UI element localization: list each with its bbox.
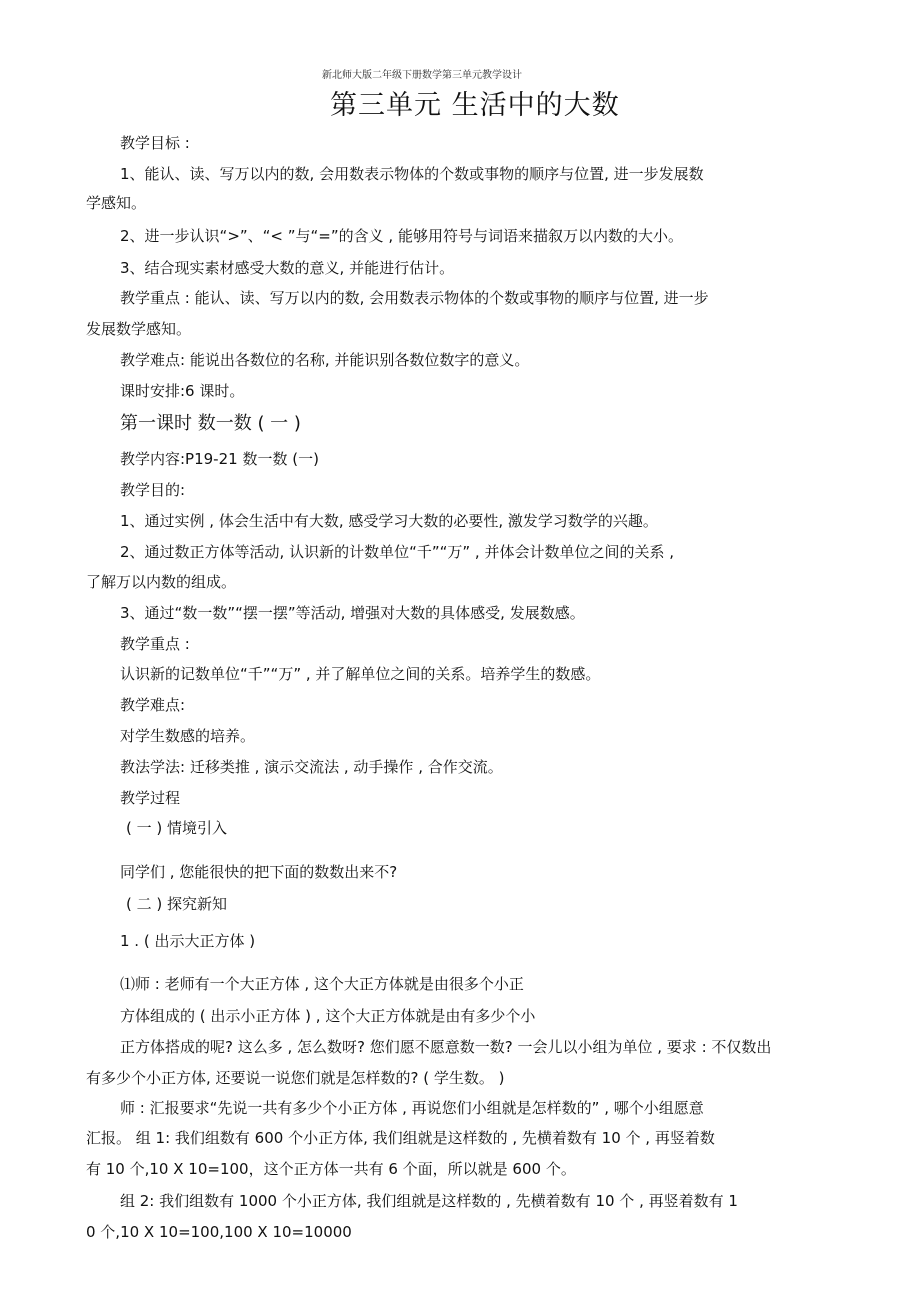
paragraph-line: 教法学法: 迁移类推 , 演示交流法 , 动手操作 , 合作交流。	[120, 758, 503, 776]
header-note: 新北师大版二年级下册数学第三单元教学设计	[322, 70, 522, 81]
paragraph-line: 教学过程	[120, 789, 181, 807]
paragraph-line: 发展数学感知。	[86, 320, 192, 338]
section-heading: ( 二 ) 探究新知	[126, 895, 228, 913]
paragraph-line: 教学重点 :	[120, 635, 190, 653]
section-heading: ( 一 ) 情境引入	[126, 819, 228, 837]
paragraph-line: 2、通过数正方体等活动, 认识新的计数单位“千”“万” , 并体会计数单位之间的关系 ,	[120, 543, 675, 561]
paragraph-line: 0 个,10 X 10=100,100 X 10=10000	[86, 1223, 352, 1241]
paragraph-line: 课时安排:6 课时。	[120, 382, 245, 400]
paragraph-line: 有 10 个,10 X 10=100，这个正方体一共有 6 个面，所以就是 600 个。	[86, 1160, 576, 1178]
paragraph-line: 1、通过实例 , 体会生活中有大数, 感受学习大数的必要性, 激发学习数学的兴趣。	[120, 512, 658, 530]
paragraph-line: 了解万以内数的组成。	[86, 573, 237, 591]
paragraph-line: 教学目的:	[120, 481, 186, 499]
paragraph-line: 方体组成的 ( 出示小正方体 ) , 这个大正方体就是由有多少个小	[120, 1007, 536, 1025]
paragraph-line: 认识新的记数单位“千”“万” , 并了解单位之间的关系。培养学生的数感。	[120, 665, 601, 683]
paragraph-line: 教学难点: 能说出各数位的名称, 并能识别各数位数字的意义。	[120, 351, 530, 369]
paragraph-line: 3、通过“数一数”“摆一摆”等活动, 增强对大数的具体感受, 发展数感。	[120, 604, 585, 622]
paragraph-line: 3、结合现实素材感受大数的意义, 并能进行估计。	[120, 259, 455, 277]
paragraph-line: 师 : 汇报要求“先说一共有多少个小正方体 , 再说您们小组就是怎样数的” , 哪个小组愿意	[120, 1099, 704, 1117]
paragraph-line: 教学重点 : 能认、读、写万以内的数, 会用数表示物体的个数或事物的顺序与位置, 进一步	[120, 289, 709, 307]
paragraph-line: 教学内容:P19-21 数一数 (一)	[120, 450, 319, 468]
paragraph-line: 有多少个小正方体, 还要说一说您们就是怎样数的? ( 学生数。 )	[86, 1069, 505, 1087]
paragraph-line: ⑴师 : 老师有一个大正方体 , 这个大正方体就是由很多个小正	[120, 975, 524, 993]
paragraph-line: 学感知。	[86, 194, 147, 212]
lesson-title: 第一课时 数一数 ( 一 )	[120, 413, 301, 434]
paragraph-line: 教学难点:	[120, 696, 186, 714]
paragraph-line: 同学们 , 您能很快的把下面的数数出来不?	[120, 863, 398, 881]
paragraph-line: 2、进一步认识“>”、“< ”与“=”的含义 , 能够用符号与词语来描叙万以内数的大小。	[120, 227, 683, 245]
paragraph-line: 教学目标 :	[120, 134, 190, 152]
page-title: 第三单元 生活中的大数	[330, 90, 620, 121]
paragraph-line: 1 . ( 出示大正方体 )	[120, 932, 256, 950]
paragraph-line: 汇报。 组 1: 我们组数有 600 个小正方体, 我们组就是这样数的 , 先横着数有 10 个 , 再竖着数	[86, 1129, 715, 1147]
paragraph-line: 对学生数感的培养。	[120, 727, 256, 745]
paragraph-line: 1、能认、读、写万以内的数, 会用数表示物体的个数或事物的顺序与位置, 进一步发展数	[120, 165, 704, 183]
paragraph-line: 正方体搭成的呢? 这么多 , 怎么数呀? 您们愿不愿意数一数? 一会儿以小组为单位 , 要求 : 不仅数出	[120, 1038, 772, 1056]
paragraph-line: 组 2: 我们组数有 1000 个小正方体, 我们组就是这样数的 , 先横着数有 10 个 , 再竖着数有 1	[120, 1192, 738, 1210]
